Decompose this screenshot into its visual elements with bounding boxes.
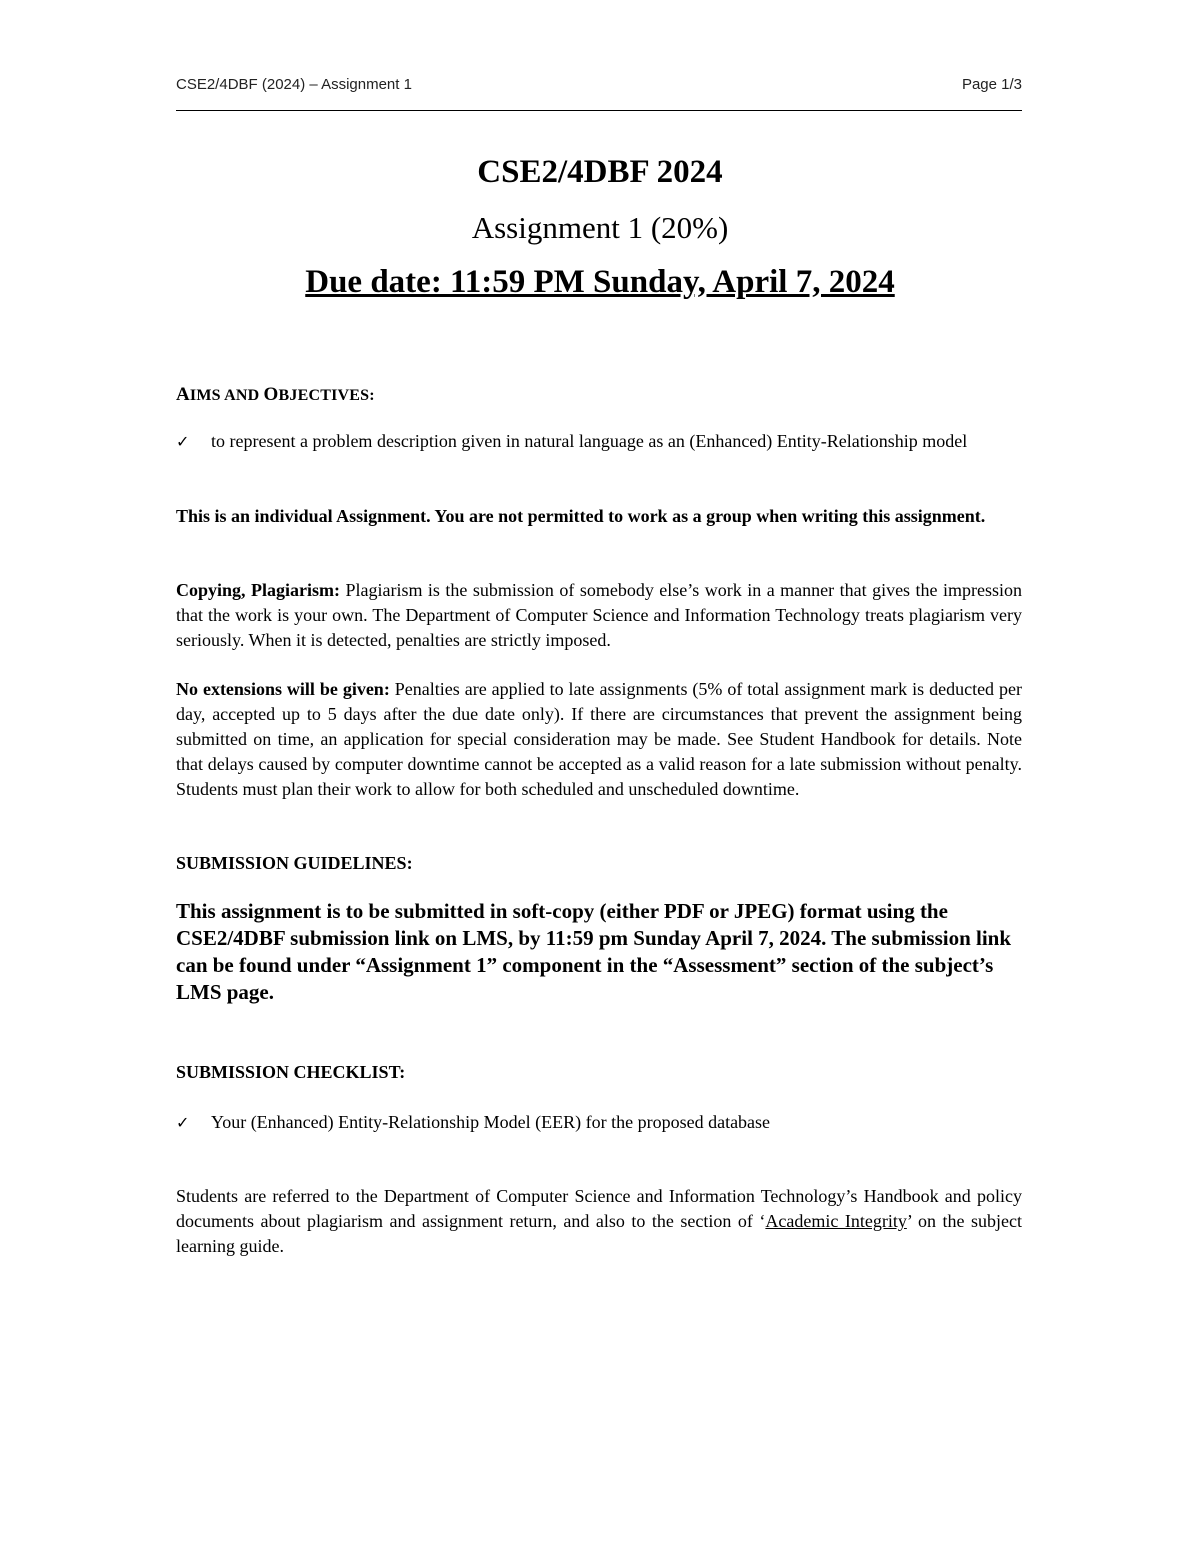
- submission-checklist-heading: SUBMISSION CHECKLIST:: [176, 1062, 406, 1082]
- checkmark-icon: ✓: [176, 1113, 190, 1132]
- checkmark-icon: ✓: [176, 432, 190, 451]
- academic-integrity-paragraph: Students are referred to the Department of Computer Science and Information Technology’s Handbook and policy documents about plagiarism and assignment return, and also to the section of ‘Academic Integrity’ on the subject learning guide.: [176, 1186, 1022, 1256]
- plagiarism-paragraph: Copying, Plagiarism: Plagiarism is the submission of somebody else’s work in a manner that gives the impression that the work is your own. The Department of Computer Science and Information Technology treats plagiarism very seriously. When it is detected, penalties are strictly imposed.: [176, 580, 1022, 650]
- header-divider: [176, 110, 1022, 111]
- individual-notice: This is an individual Assignment. You are not permitted to work as a group when writing this assignment.: [176, 506, 986, 526]
- extensions-label: No extensions will be given:: [176, 679, 390, 699]
- aims-heading: AIMS AND OBJECTIVES:: [176, 384, 375, 405]
- extensions-paragraph: No extensions will be given: Penalties are applied to late assignments (5% of total assignment mark is deducted per day, accepted up to 5 days after the due date only). If there are circumstances that prevent the assignment being submitted on time, an application for special consideration may be made. See Student Handbook for details. Note that delays caused by computer downtime cannot be accepted as a valid reason for a late submission without penalty. Students must plan their work to allow for both scheduled and unscheduled downtime.: [176, 679, 1022, 799]
- aims-list-item: [176, 429, 1022, 454]
- header-page-number: Page 1/3: [961, 76, 1022, 93]
- page-header: [176, 72, 1022, 98]
- course-title: CSE2/4DBF 2024: [477, 154, 723, 190]
- header-course-label: CSE2/4DBF (2024) – Assignment 1: [176, 76, 412, 93]
- due-date: Due date: 11:59 PM Sunday, April 7, 2024: [305, 264, 895, 300]
- checklist-item-text: Your (Enhanced) Entity-Relationship Model (EER) for the proposed database: [211, 1112, 771, 1132]
- checklist-item: [176, 1110, 1022, 1135]
- assignment-title: Assignment 1 (20%): [471, 210, 729, 245]
- plagiarism-label: Copying, Plagiarism:: [176, 580, 340, 600]
- submission-guidelines-text: This assignment is to be submitted in soft-copy (either PDF or JPEG) format using the CSE2/4DBF submission link on LMS, by 11:59 pm Sunday April 7, 2024. The submission link can be found under “Assignment 1” component in the “Assessment” section of the subject’s LMS page.: [176, 899, 1012, 1004]
- academic-integrity-link[interactable]: Academic Integrity: [765, 1211, 907, 1231]
- submission-guidelines-heading: SUBMISSION GUIDELINES:: [176, 853, 413, 873]
- aims-item-text: to represent a problem description given in natural language as an (Enhanced) Entity-Relationship model: [211, 431, 968, 451]
